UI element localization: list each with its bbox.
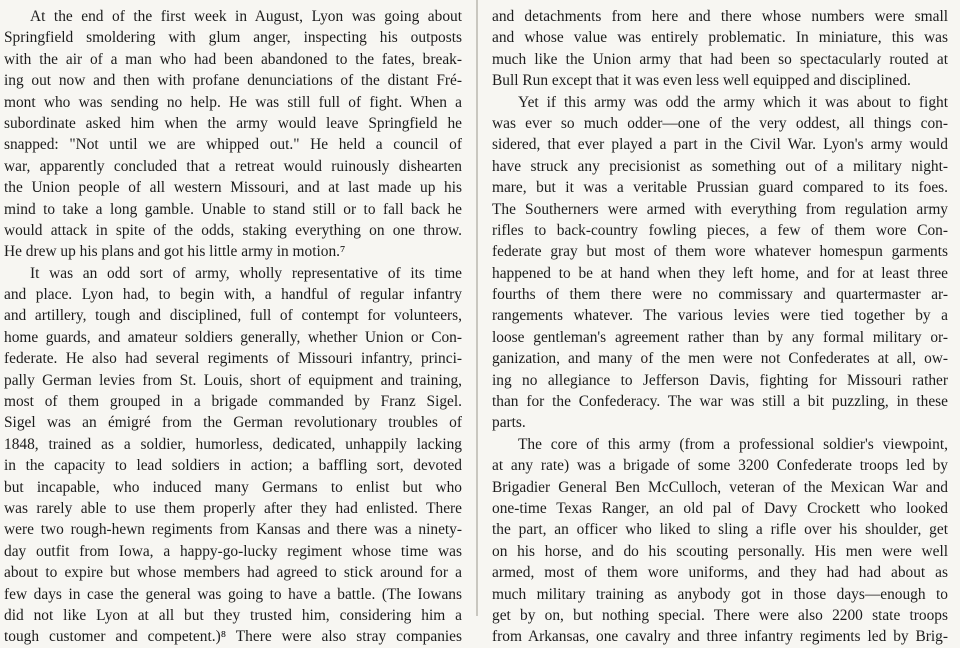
- right-column-text-line: get by on, but nothing special. There were also 2200 state troops: [492, 606, 948, 624]
- left-column-text-line: 1848, trained as a soldier, humorless, dedicated, unhappily lacking: [4, 435, 462, 453]
- right-column-text-line: Bull Run except that it was even less well equipped and disciplined.: [492, 72, 911, 90]
- right-column-text-line: sidered, that ever played a part in the Civil War. Lyon's army would: [492, 136, 948, 154]
- right-column-text-line: than for the Confederacy. The war was still a bit puzzling, in these: [492, 393, 948, 411]
- left-column-text-line: Springfield smoldering with glum anger, inspecting his outposts: [4, 29, 462, 47]
- right-column-text-line: federate gray but most of them wore whatever homespun garments: [492, 243, 948, 261]
- left-column-text-line: with the air of a man who had been abandoned to the fates, break-: [4, 50, 462, 68]
- left-column-text-line: Sigel was an émigré from the German revolutionary troubles of: [4, 414, 462, 432]
- right-column-text-line: was ever so much odder—one of the very oddest, all things con-: [492, 114, 948, 132]
- left-column-text-line: day outfit from Iowa, a happy-go-lucky regiment whose time was: [4, 542, 462, 560]
- right-column-text-line: loose gentleman's agreement rather than by any formal military or-: [492, 328, 948, 346]
- left-text-column: [4, 6, 462, 648]
- right-column-text-line: rifles to back-country fowling pieces, a few of them wore Con-: [492, 221, 948, 239]
- left-column-text-line: federate. He also had several regiments of Missouri infantry, princi-: [4, 350, 462, 368]
- right-column-text-line: rangements whatever. The various levies were tied together by a: [492, 307, 948, 325]
- left-column-text-line: ing out now and then with profane denunciations of the distant Fré-: [4, 72, 462, 90]
- right-column-text-line: one-time Texas Ranger, an old pal of Davy Crockett who looked: [492, 499, 948, 517]
- left-column-text-line: mind to take a long gamble. Unable to stand still or to fall back he: [4, 200, 462, 218]
- column-gutter-divider: [476, 0, 478, 616]
- right-column-text-line: have struck any precisionist as something out of a military night-: [492, 157, 948, 175]
- left-column-text-line: war, apparently concluded that a retreat would ruinously dishearten: [4, 157, 462, 175]
- left-column-text-line: was rarely able to use them properly after they had enlisted. There: [4, 499, 462, 517]
- left-column-text-line: snapped: "Not until we are whipped out." He held a council of: [4, 136, 462, 154]
- right-column-text-line: ing no allegiance to Jefferson Davis, fighting for Missouri rather: [492, 371, 948, 389]
- left-column-text-line: the Union people of all western Missouri, and at last made up his: [4, 179, 462, 197]
- right-column-text-line: Yet if this army was odd the army which it was about to fight: [518, 93, 948, 111]
- right-column-text-line: mare, but it was a veritable Prussian guard compared to its foes.: [492, 179, 948, 197]
- right-column-text-line: Brigadier General Ben McCulloch, veteran of the Mexican War and: [492, 478, 948, 496]
- right-column-text-line: parts.: [492, 414, 526, 432]
- left-column-text-line: in the capacity to lead soldiers in action; a baffling sort, devoted: [4, 457, 462, 475]
- left-column-text-line: would attack in spite of the odds, staking everything on one throw.: [4, 221, 462, 239]
- right-column-text-line: and detachments from here and there whose numbers were small: [492, 8, 948, 25]
- left-column-text-line: At the end of the first week in August, Lyon was going about: [30, 8, 462, 25]
- right-column-text-line: armed, most of them wore uniforms, and they had had about as: [492, 564, 948, 582]
- right-column-text-line: on his horse, and do his scouting personally. His men were well: [492, 542, 948, 560]
- left-column-text-line: most of them grouped in a brigade commanded by Franz Sigel.: [4, 393, 462, 411]
- left-column-text-line: and place. Lyon had, to begin with, a handful of regular infantry: [4, 286, 462, 304]
- right-column-text-line: fourths of them there were no commissary and quartermaster ar-: [492, 286, 948, 304]
- left-column-text-line: mont who was sending no help. He was still full of fight. When a: [4, 93, 462, 111]
- left-column-text-line: few days in case the general was going to have a battle. (The Iowans: [4, 585, 462, 603]
- left-column-text-line: subordinate asked him when the army would leave Springfield he: [4, 114, 462, 132]
- left-column-text-line: tough customer and competent.)⁸ There were also stray companies: [4, 628, 462, 646]
- right-column-text-line: at any rate) was a brigade of some 3200 Confederate troops led by: [492, 457, 948, 475]
- right-column-text-line: happened to be at hand when they left home, and for at least three: [492, 264, 948, 282]
- left-column-text-line: home guards, and amateur soldiers generally, whether Union or Con-: [4, 328, 462, 346]
- right-column-text-line: The core of this army (from a professional soldier's viewpoint,: [518, 435, 948, 453]
- left-column-text-line: were two rough-hewn regiments from Kansas and there was a ninety-: [4, 521, 462, 539]
- left-column-text-line: did not like Lyon at all but they trusted him, considering him a: [4, 606, 462, 624]
- right-column-text-line: from Arkansas, one cavalry and three infantry regiments led by Brig-: [492, 628, 948, 646]
- right-column-text-line: and whose value was entirely problematic. In miniature, this was: [492, 29, 948, 47]
- left-column-text-line: and artillery, tough and disciplined, full of contempt for volunteers,: [4, 307, 462, 325]
- left-column-text-line: pally German levies from St. Louis, short of equipment and training,: [4, 371, 462, 389]
- right-column-text-line: the part, an officer who liked to sling a rifle over his shoulder, get: [492, 521, 948, 539]
- left-column-text-line: but incapable, who induced many Germans to enlist but who: [4, 478, 462, 496]
- right-column-text-line: much military training as anybody got in those days—enough to: [492, 585, 948, 603]
- right-column-text-line: much like the Union army that had been so spectacularly routed at: [492, 50, 948, 68]
- right-column-text-line: ganization, and many of the men were not Confederates at all, ow-: [492, 350, 948, 368]
- left-column-text-line: He drew up his plans and got his little army in motion.⁷: [4, 243, 346, 261]
- right-text-column: [492, 6, 948, 648]
- right-column-text-line: The Southerners were armed with everything from regulation army: [492, 200, 948, 218]
- left-column-text-line: about to expire but whose members had agreed to stick around for a: [4, 564, 462, 582]
- left-column-text-line: It was an odd sort of army, wholly representative of its time: [30, 264, 462, 282]
